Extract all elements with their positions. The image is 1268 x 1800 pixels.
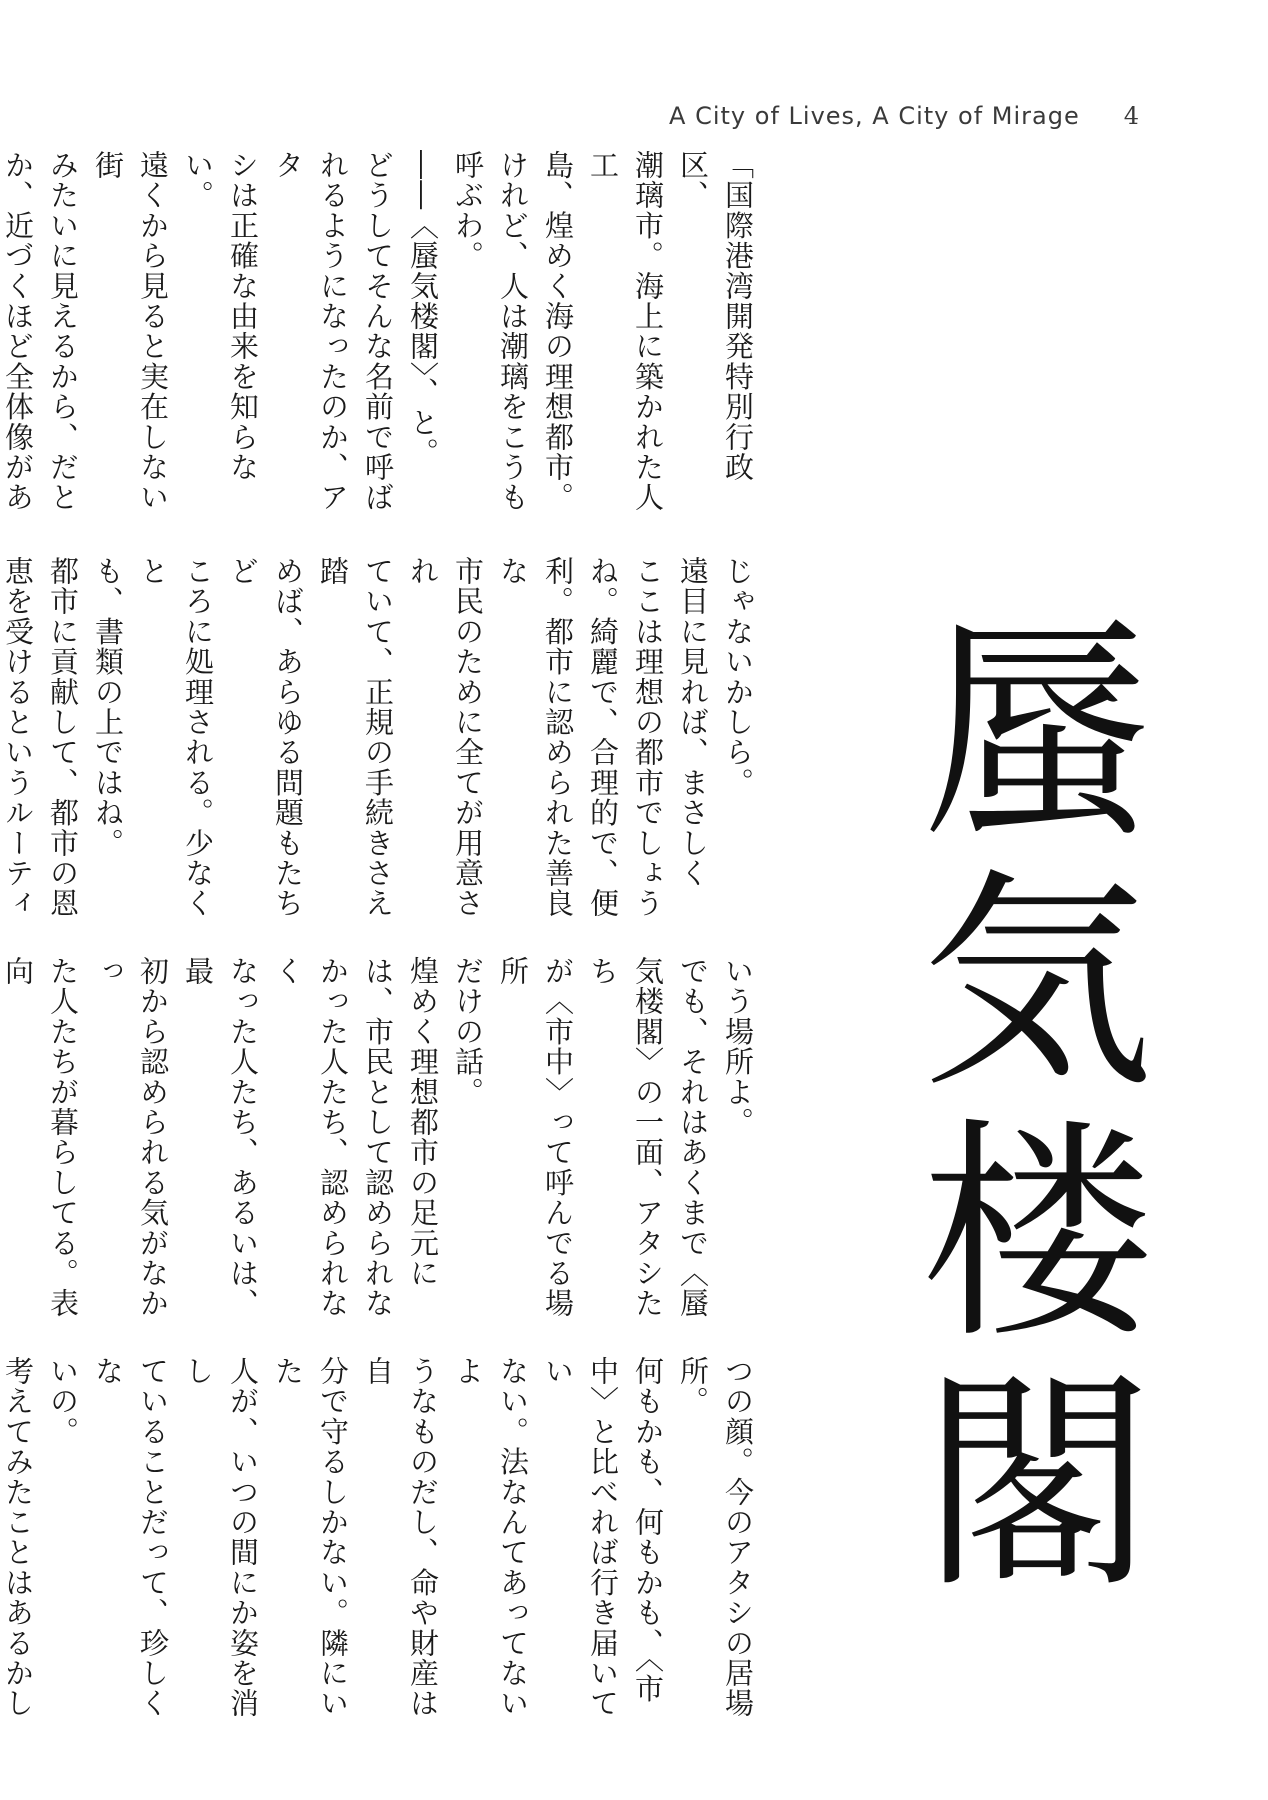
text-line: ていることだって、珍しくな <box>91 1356 170 1719</box>
text-line: 利。都市に認められた善良な <box>496 556 575 919</box>
text-line: つの顔。今のアタシの居場所。 <box>676 1356 755 1719</box>
text-line: みたいに見えるから、だと <box>46 150 80 513</box>
text-line: うなものだし、命や財産は自 <box>361 1356 440 1719</box>
text-line: は、市民として認められな <box>361 956 395 1319</box>
text-line: ていて、正規の手続きさえ踏 <box>316 556 395 919</box>
text-line: 考えてみたことはあるかし <box>1 1356 35 1719</box>
text-line: ね。綺麗で、合理的で、便 <box>586 556 620 919</box>
text-line: 呼ぶわ。 <box>451 150 485 271</box>
text-line: も、書類の上ではね。 <box>91 556 125 858</box>
text-line: 何もかも、何もかも、〈市 <box>631 1356 665 1704</box>
running-head <box>669 96 1140 136</box>
text-line: が〈市中〉って呼んでる場所 <box>496 956 575 1319</box>
text-line: ころに処理される。少なくと <box>136 556 215 919</box>
text-line: 分で守るしかない。隣にいた <box>271 1356 350 1719</box>
text-line: れるようになったのか、アタ <box>271 150 350 513</box>
text-line: いの。 <box>46 1356 80 1447</box>
text-line: なった人たち、あるいは、最 <box>181 956 260 1319</box>
text-line: ない。法なんてあってないよ <box>451 1356 530 1719</box>
text-line: 人が、いつの間にか姿を消し <box>181 1356 260 1719</box>
text-line: 島、煌めく海の理想都市。 <box>541 150 575 513</box>
text-line: どうしてそんな名前で呼ば <box>361 150 395 513</box>
text-line: 煌めく理想都市の足元に <box>406 956 440 1289</box>
text-line: じゃないかしら。 <box>721 556 755 798</box>
text-line: 遠目に見れば、まさしく <box>676 556 710 889</box>
text-line: 都市に貢献して、都市の恩 <box>46 556 80 919</box>
text-line: か、近づくほど全体像があ <box>1 150 35 513</box>
text-line: 気楼閣〉の一面、アタシたち <box>586 956 665 1319</box>
text-tier-1 <box>1 150 760 520</box>
text-line: 潮璃市。海上に築かれた人工 <box>586 150 665 513</box>
text-line: かった人たち、認められなく <box>271 956 350 1319</box>
text-line: 市民のために全てが用意され <box>406 556 485 919</box>
text-line: だけの話。 <box>451 956 485 1107</box>
text-line: 恵を受けるというルーティ <box>1 556 35 919</box>
text-line: た人たちが暮らしてる。表向 <box>1 956 80 1319</box>
text-line: けれど、人は潮璃をこうも <box>496 150 530 513</box>
text-tier-3 <box>1 956 760 1326</box>
page-number: 4 <box>1123 102 1140 130</box>
text-line: 遠くから見ると実在しない街 <box>91 150 170 513</box>
text-line: 中〉と比べれば行き届いてい <box>541 1356 620 1719</box>
text-line: ここは理想の都市でしょう <box>631 556 665 919</box>
text-tier-4 <box>1 1356 760 1726</box>
text-tier-2 <box>1 556 760 926</box>
text-line: でも、それはあくまで〈蜃 <box>676 956 710 1319</box>
text-line: いう場所よ。 <box>721 956 755 1138</box>
text-line: 「国際港湾開発特別行政区、 <box>676 150 755 483</box>
running-title: A City of Lives, A City of Mirage <box>669 102 1080 130</box>
chapter-title: 蜃気楼閣 <box>883 610 1153 1610</box>
text-line: ――〈蜃気楼閣〉、と。 <box>406 150 440 468</box>
text-line: めば、あらゆる問題もたちど <box>226 556 305 919</box>
text-line: シは正確な由来を知らない。 <box>181 150 260 483</box>
text-line: 初から認められる気がなかっ <box>91 956 170 1319</box>
